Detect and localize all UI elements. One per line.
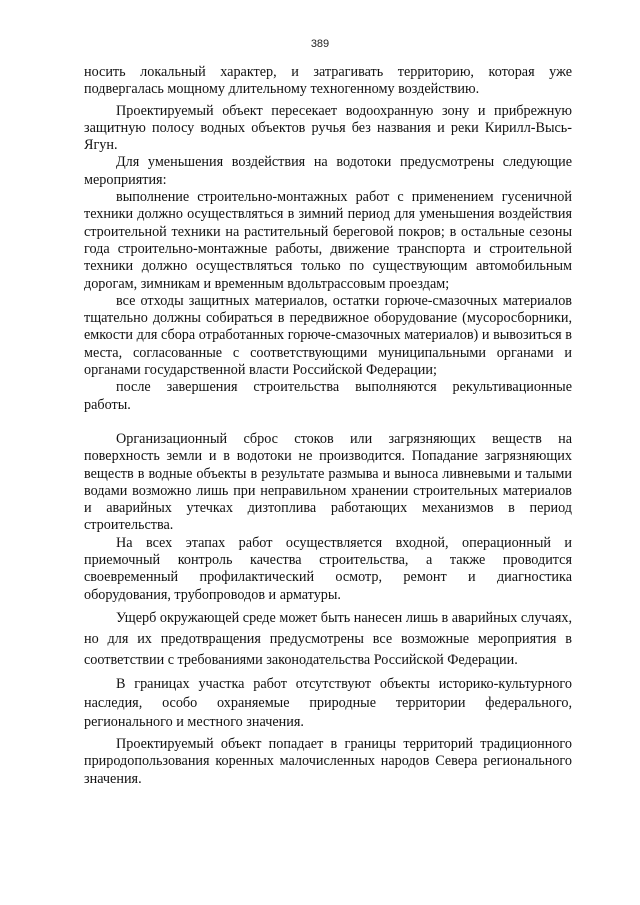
list-item-recultivation: после завершения строительства выполняются рекультивационные работы.	[84, 379, 572, 413]
page-number: 389	[310, 38, 330, 50]
paragraph-continuation: носить локальный характер, и затрагивать территорию, которая уже подвергалась мощному длительному техногенному воздействию.	[84, 64, 572, 98]
paragraph-environmental-damage: Ущерб окружающей среде может быть нанесен лишь в аварийных случаях, но для их предотвращения предусмотрены все возможные мероприятия в соответствии с требованиями законодательства Российской Федерации.	[84, 609, 572, 668]
paragraph-quality-control: На всех этапах работ осуществляется входной, операционный и приемочный контроль качества строительства, а также проводится своевременный профилактический осмотр, ремонт и диагностика оборудования, трубопроводов и арматуры.	[84, 534, 572, 603]
document-body	[84, 64, 572, 788]
list-item-waste-collection: все отходы защитных материалов, остатки горюче-смазочных материалов тщательно должны собираться в передвижное оборудование (мусоросборники, емкости для сбора отработанных горюче-смазочных материалов) и вывозиться в места, согласованные с соответствующими муниципальными органами и органами государственной власти Российской Федерации;	[84, 292, 572, 379]
paragraph-water-protection-zone: Проектируемый объект пересекает водоохранную зону и прибрежную защитную полосу водных объектов ручья без названия и реки Кирилл-Высь-Ягун.	[84, 102, 572, 154]
list-item-construction-works: выполнение строительно-монтажных работ с применением гусеничной техники должно осуществляться в зимний период для уменьшения воздействия строительной техники на растительный береговой покров; в остальные сезоны года строительно-монтажные работы, движение транспорта и строительной техники должно осуществляться только по существующим автомобильным дорогам, зимникам и временным вдольтрассовым проездам;	[84, 189, 572, 292]
paragraph-traditional-land-use: Проектируемый объект попадает в границы территорий традиционного природопользования коренных малочисленных народов Севера регионального значения.	[84, 735, 572, 787]
paragraph-cultural-heritage: В границах участка работ отсутствуют объекты историко-культурного наследия, особо охраняемые природные территории федерального, регионального и местного значения.	[84, 675, 572, 730]
paragraph-measures-intro: Для уменьшения воздействия на водотоки предусмотрены следующие мероприятия:	[84, 154, 572, 188]
paragraph-pollutant-discharge: Организационный сброс стоков или загрязняющих веществ на поверхность земли и в водотоки не производится. Попадание загрязняющих веществ в водные объекты в результате размыва и выноса ливневыми и талыми водами возможно лишь при неправильном хранении строительных материалов и аварийных утечках дизтоплива работающих механизмов в период строительства.	[84, 430, 572, 534]
